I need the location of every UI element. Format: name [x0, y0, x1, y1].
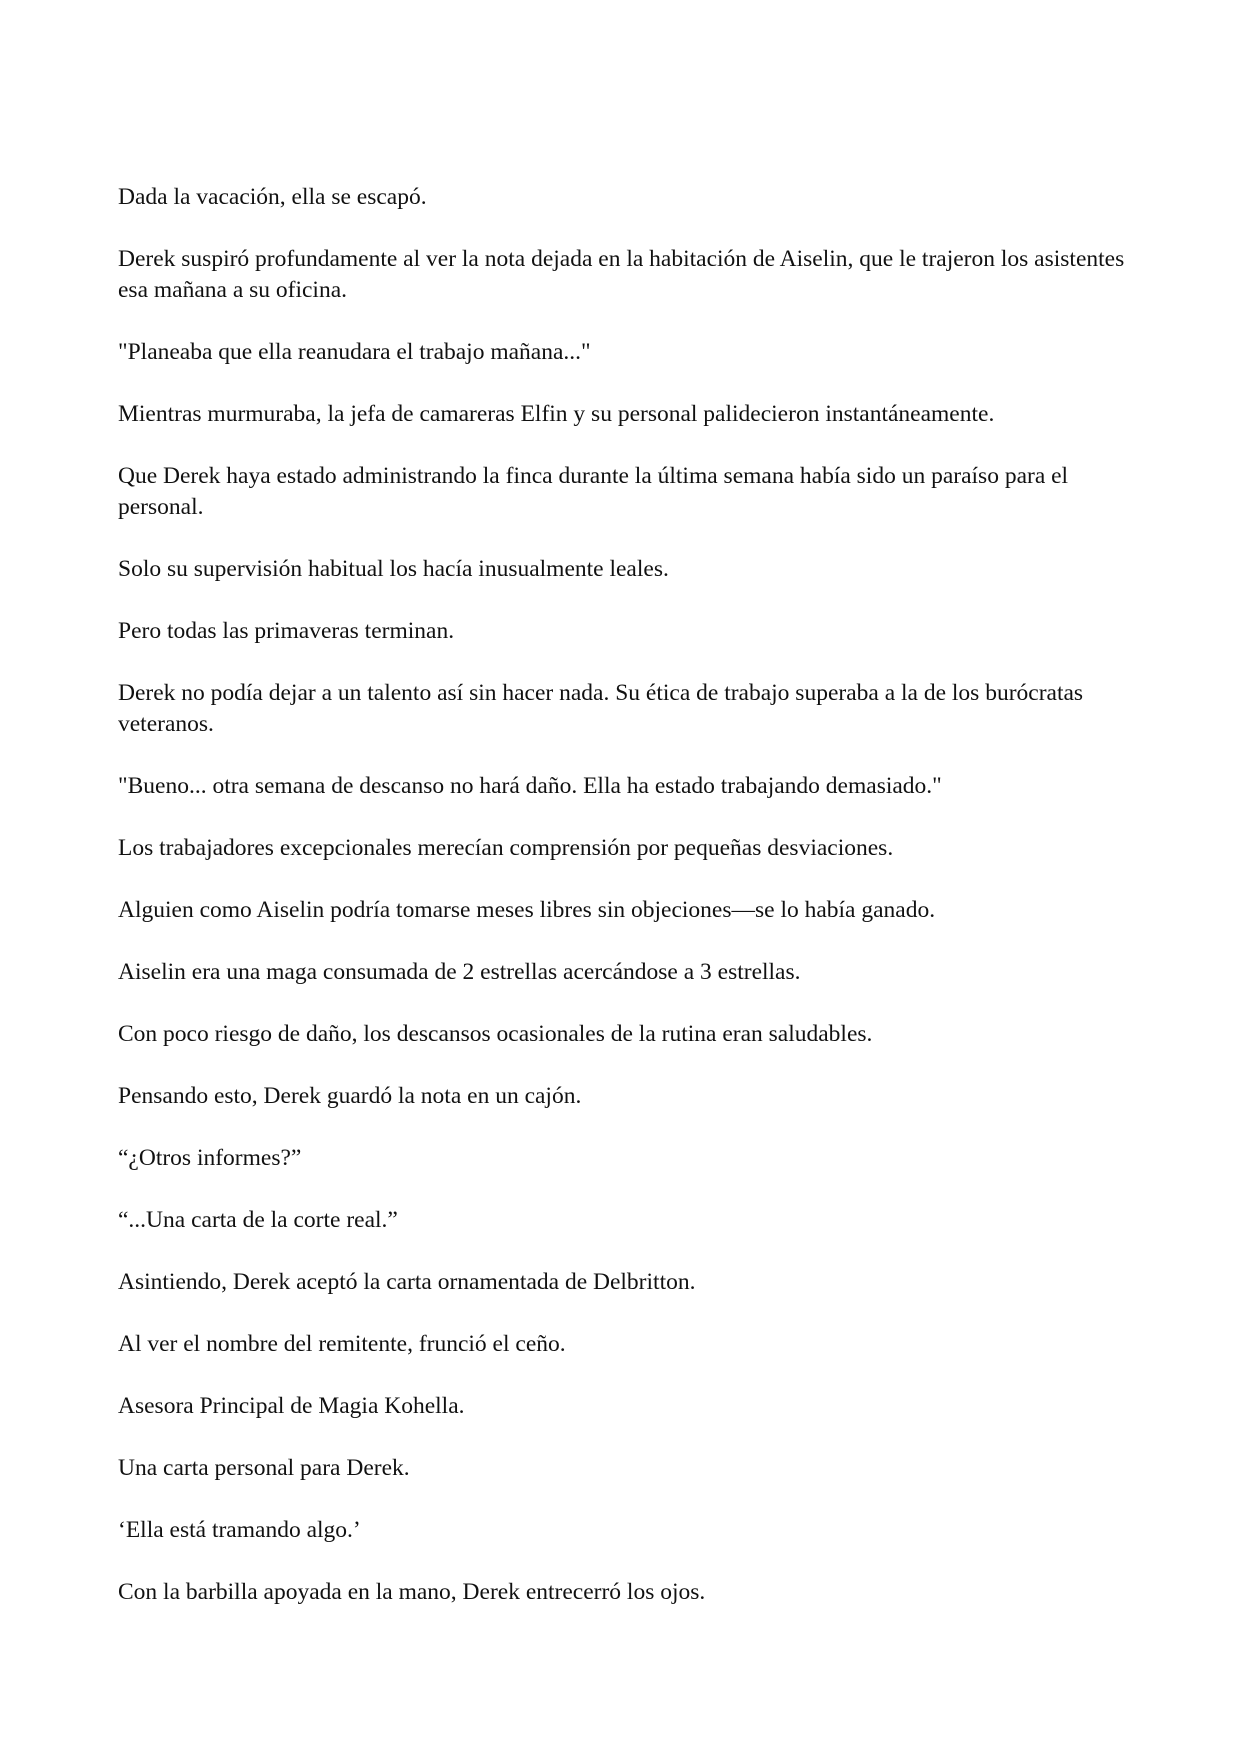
- paragraph: Al ver el nombre del remitente, frunció el ceño.: [118, 1331, 566, 1357]
- paragraph: Con poco riesgo de daño, los descansos ocasionales de la rutina eran saludables.: [118, 1021, 873, 1047]
- paragraph: Aiselin era una maga consumada de 2 estrellas acercándose a 3 estrellas.: [118, 959, 801, 985]
- paragraph: Derek no podía dejar a un talento así sin hacer nada. Su ética de trabajo superaba a la de los burócratas veteranos.: [118, 680, 1084, 737]
- paragraph: Asintiendo, Derek aceptó la carta ornamentada de Delbritton.: [118, 1269, 696, 1295]
- paragraph: Que Derek haya estado administrando la finca durante la última semana había sido un paraíso para el personal.: [118, 463, 1069, 520]
- paragraph: Mientras murmuraba, la jefa de camareras Elfin y su personal palidecieron instantáneamente.: [118, 401, 995, 427]
- paragraph: Dada la vacación, ella se escapó.: [118, 184, 427, 210]
- paragraph: Asesora Principal de Magia Kohella.: [118, 1393, 465, 1419]
- document-body: [118, 182, 1128, 1639]
- paragraph: ‘Ella está tramando algo.’: [118, 1517, 361, 1543]
- paragraph: Pero todas las primaveras terminan.: [118, 618, 455, 644]
- paragraph: Derek suspiró profundamente al ver la nota dejada en la habitación de Aiselin, que le trajeron los asistentes esa mañana a su oficina.: [118, 246, 1125, 303]
- paragraph: "Bueno... otra semana de descanso no hará daño. Ella ha estado trabajando demasiado.": [118, 773, 942, 799]
- paragraph: “...Una carta de la corte real.”: [118, 1207, 398, 1233]
- paragraph: Con la barbilla apoyada en la mano, Derek entrecerró los ojos.: [118, 1579, 706, 1605]
- paragraph: "Planeaba que ella reanudara el trabajo mañana...": [118, 339, 591, 365]
- paragraph: Solo su supervisión habitual los hacía inusualmente leales.: [118, 556, 669, 582]
- paragraph: Pensando esto, Derek guardó la nota en un cajón.: [118, 1083, 582, 1109]
- paragraph: “¿Otros informes?”: [118, 1145, 302, 1171]
- paragraph: Una carta personal para Derek.: [118, 1455, 410, 1481]
- paragraph: Los trabajadores excepcionales merecían comprensión por pequeñas desviaciones.: [118, 835, 894, 861]
- paragraph: Alguien como Aiselin podría tomarse meses libres sin objeciones—se lo había ganado.: [118, 897, 936, 923]
